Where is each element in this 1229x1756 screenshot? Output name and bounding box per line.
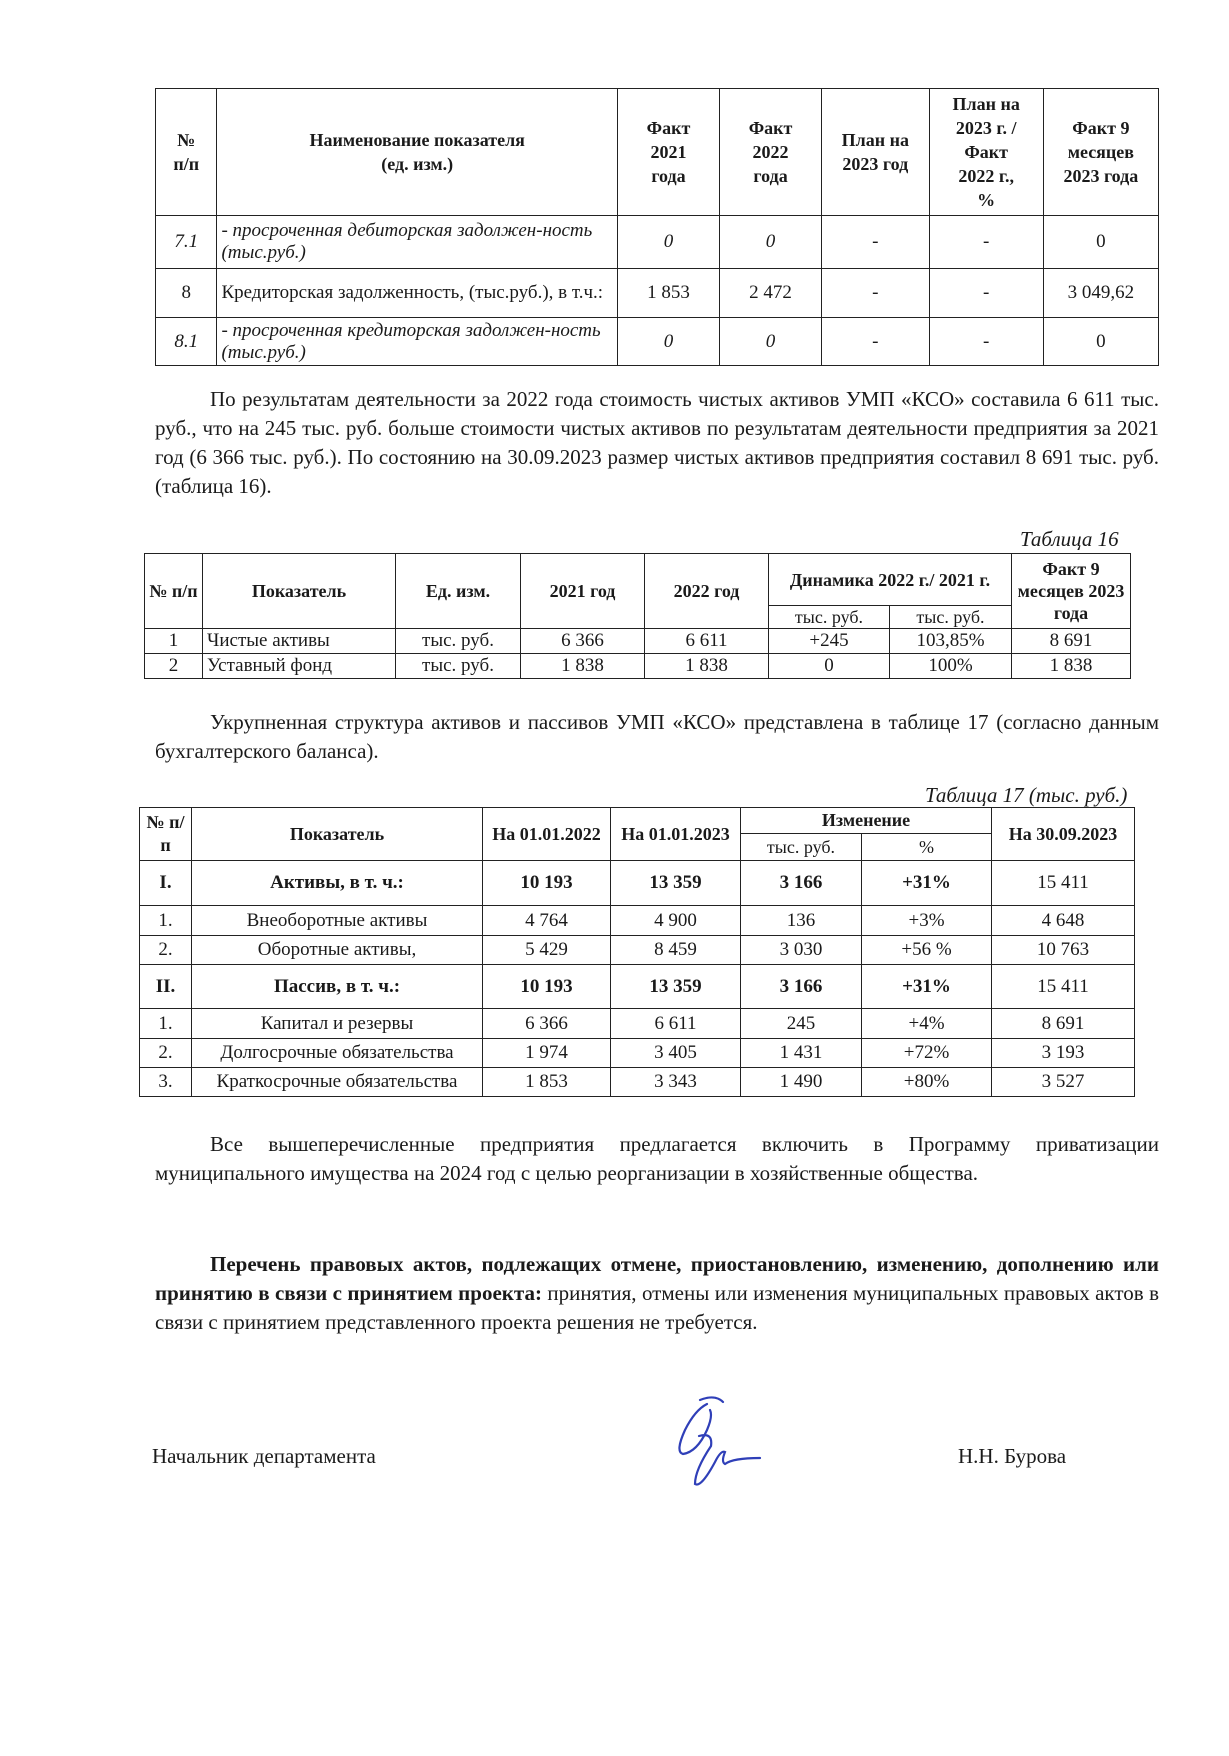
cell-2022: 1 974 xyxy=(483,1039,611,1068)
cell-2023: 6 611 xyxy=(611,1009,741,1039)
header-2022: 2022 год xyxy=(645,554,769,629)
row-indicator: Долгосрочные обязательства xyxy=(192,1039,483,1068)
paragraph-net-assets: По результатам деятельности за 2022 года стоимость чистых активов УМП «КСО» составила 6 611 тыс. руб., что на 245 тыс. руб. больше стоимости чистых активов по результатам деятельности предприятия за 2021 год (6 366 тыс. руб.). По состоянию на 30.09.2023 размер чистых активов предприятия составил 8 691 тыс. руб. (таблица 16). xyxy=(155,387,1159,498)
cell-fact-2021: 0 xyxy=(617,216,719,269)
cell-dyn-pct: 103,85% xyxy=(890,629,1012,654)
table-row xyxy=(156,216,1159,269)
cell-dyn-abs: +245 xyxy=(769,629,890,654)
header-num: № п/п xyxy=(156,89,217,216)
row-num: 2. xyxy=(140,936,192,965)
table-row xyxy=(156,269,1159,318)
cell-2023: 8 459 xyxy=(611,936,741,965)
row-name: - просроченная дебиторская задолжен-ность (тыс.руб.) xyxy=(217,216,618,269)
header-date-2022: На 01.01.2022 xyxy=(483,808,611,861)
cell-change-abs: 3 166 xyxy=(741,861,862,906)
row-num: II. xyxy=(140,965,192,1009)
paragraph-structure: Укрупненная структура активов и пассивов УМП «КСО» представлена в таблице 17 (согласно данным бухгалтерского баланса). xyxy=(155,710,1159,763)
header-fact-2021: Факт 2021 года xyxy=(617,89,719,216)
cell-2022: 1 838 xyxy=(645,654,769,679)
cell-plan: - xyxy=(822,318,930,366)
cell-change-abs: 136 xyxy=(741,906,862,936)
header-name: Наименование показателя (ед. изм.) xyxy=(217,89,618,216)
indicators-table xyxy=(155,88,1159,366)
cell-ratio: - xyxy=(929,318,1043,366)
cell-change-abs: 1 490 xyxy=(741,1068,862,1097)
row-num: 8 xyxy=(156,269,217,318)
cell-change-pct: +80% xyxy=(862,1068,992,1097)
cell-plan: - xyxy=(822,269,930,318)
header-fact-2022: Факт 2022 года xyxy=(720,89,822,216)
cell-fact-2022: 2 472 xyxy=(720,269,822,318)
cell-2022: 4 764 xyxy=(483,906,611,936)
cell-2023: 4 900 xyxy=(611,906,741,936)
cell-change-abs: 3 166 xyxy=(741,965,862,1009)
row-num: 2 xyxy=(145,654,203,679)
table17-caption: Таблица 17 (тыс. руб.) xyxy=(925,783,1128,807)
cell-fact-2022: 0 xyxy=(720,216,822,269)
cell-0930: 10 763 xyxy=(992,936,1135,965)
row-indicator: Пассив, в т. ч.: xyxy=(192,965,483,1009)
legal-acts-heading: Перечень правовых актов, подлежащих отмене, приостановлению, изменению, дополнению или принятию в связи с принятием проекта: xyxy=(155,1252,1159,1305)
header-fact-9-months: Факт 9 месяцев 2023 года xyxy=(1043,89,1158,216)
row-name: Кредиторская задолженность, (тыс.руб.), в т.ч.: xyxy=(217,269,618,318)
signatory-name: Н.Н. Бурова xyxy=(958,1444,1067,1468)
cell-2022: 5 429 xyxy=(483,936,611,965)
cell-change-abs: 245 xyxy=(741,1009,862,1039)
cell-change-pct: +3% xyxy=(862,906,992,936)
cell-2023: 13 359 xyxy=(611,861,741,906)
row-indicator: Оборотные активы, xyxy=(192,936,483,965)
row-num: 1. xyxy=(140,906,192,936)
row-num: I. xyxy=(140,861,192,906)
cell-change-pct: +31% xyxy=(862,965,992,1009)
table-row xyxy=(140,861,1135,906)
paragraph-legal-acts xyxy=(155,1250,1159,1337)
row-indicator: Активы, в т. ч.: xyxy=(192,861,483,906)
header-num: № п/п xyxy=(140,808,192,861)
header-fact-9-months: Факт 9 месяцев 2023 года xyxy=(1012,554,1131,629)
row-indicator: Уставный фонд xyxy=(203,654,396,679)
signatory-title: Начальник департамента xyxy=(152,1444,376,1468)
table16-caption: Таблица 16 xyxy=(1020,527,1119,551)
cell-2023: 3 405 xyxy=(611,1039,741,1068)
row-unit: тыс. руб. xyxy=(396,629,521,654)
cell-fact-2021: 0 xyxy=(617,318,719,366)
signature-icon xyxy=(655,1392,765,1492)
header-dynamics: Динамика 2022 г./ 2021 г. xyxy=(769,554,1012,606)
cell-ratio: - xyxy=(929,269,1043,318)
header-date-0930: На 30.09.2023 xyxy=(992,808,1135,861)
row-name: - просроченная кредиторская задолжен-ность (тыс.руб.) xyxy=(217,318,618,366)
row-indicator: Внеоборотные активы xyxy=(192,906,483,936)
header-2021: 2021 год xyxy=(521,554,645,629)
cell-dyn-pct: 100% xyxy=(890,654,1012,679)
cell-fact-2021: 1 853 xyxy=(617,269,719,318)
row-indicator: Капитал и резервы xyxy=(192,1009,483,1039)
table-row xyxy=(156,318,1159,366)
row-num: 2. xyxy=(140,1039,192,1068)
row-num: 3. xyxy=(140,1068,192,1097)
cell-0930: 15 411 xyxy=(992,965,1135,1009)
cell-change-abs: 1 431 xyxy=(741,1039,862,1068)
header-plan-fact-ratio: План на 2023 г. / Факт 2022 г., % xyxy=(929,89,1043,216)
table-row xyxy=(140,965,1135,1009)
table-row xyxy=(140,936,1135,965)
cell-change-pct: +72% xyxy=(862,1039,992,1068)
cell-fact-9: 1 838 xyxy=(1012,654,1131,679)
header-unit: Ед. изм. xyxy=(396,554,521,629)
cell-dyn-abs: 0 xyxy=(769,654,890,679)
table-row xyxy=(140,1039,1135,1068)
cell-fact-9: 0 xyxy=(1043,216,1158,269)
paragraph-privatization: Все вышеперечисленные предприятия предлагается включить в Программу приватизации муниципального имущества на 2024 год с целью реорганизации в хозяйственные общества. xyxy=(155,1132,1159,1185)
cell-0930: 8 691 xyxy=(992,1009,1135,1039)
cell-ratio: - xyxy=(929,216,1043,269)
cell-fact-9: 0 xyxy=(1043,318,1158,366)
row-num: 7.1 xyxy=(156,216,217,269)
header-change: Изменение xyxy=(741,808,992,834)
cell-0930: 3 527 xyxy=(992,1068,1135,1097)
cell-fact-9: 8 691 xyxy=(1012,629,1131,654)
header-change-abs: тыс. руб. xyxy=(741,834,862,861)
cell-0930: 15 411 xyxy=(992,861,1135,906)
row-indicator: Чистые активы xyxy=(203,629,396,654)
cell-2022: 6 366 xyxy=(483,1009,611,1039)
header-dynamics-abs: тыс. руб. xyxy=(769,606,890,629)
cell-0930: 4 648 xyxy=(992,906,1135,936)
cell-change-abs: 3 030 xyxy=(741,936,862,965)
cell-change-pct: +31% xyxy=(862,861,992,906)
header-indicator: Показатель xyxy=(203,554,396,629)
cell-fact-9: 3 049,62 xyxy=(1043,269,1158,318)
row-num: 1 xyxy=(145,629,203,654)
header-dynamics-pct: тыс. руб. xyxy=(890,606,1012,629)
header-date-2023: На 01.01.2023 xyxy=(611,808,741,861)
cell-2021: 6 366 xyxy=(521,629,645,654)
cell-2022: 10 193 xyxy=(483,965,611,1009)
row-indicator: Краткосрочные обязательства xyxy=(192,1068,483,1097)
cell-2023: 3 343 xyxy=(611,1068,741,1097)
header-plan-2023: План на 2023 год xyxy=(822,89,930,216)
cell-change-pct: +4% xyxy=(862,1009,992,1039)
cell-2023: 13 359 xyxy=(611,965,741,1009)
net-assets-table xyxy=(144,553,1131,679)
table-row xyxy=(140,1009,1135,1039)
cell-fact-2022: 0 xyxy=(720,318,822,366)
row-num: 1. xyxy=(140,1009,192,1039)
header-change-pct: % xyxy=(862,834,992,861)
table-row xyxy=(140,906,1135,936)
legal-acts-text: принятия, отмены или изменения муниципальных правовых актов в связи с принятием представленного проекта решения не требуется. xyxy=(155,1281,1159,1334)
cell-2021: 1 838 xyxy=(521,654,645,679)
header-indicator: Показатель xyxy=(192,808,483,861)
table-row xyxy=(140,1068,1135,1097)
header-num: № п/п xyxy=(145,554,203,629)
table-row xyxy=(145,629,1131,654)
cell-2022: 1 853 xyxy=(483,1068,611,1097)
cell-plan: - xyxy=(822,216,930,269)
cell-2022: 10 193 xyxy=(483,861,611,906)
cell-2022: 6 611 xyxy=(645,629,769,654)
balance-structure-table xyxy=(139,807,1135,1097)
table-header-row xyxy=(156,89,1159,216)
cell-0930: 3 193 xyxy=(992,1039,1135,1068)
table-row xyxy=(145,654,1131,679)
row-unit: тыс. руб. xyxy=(396,654,521,679)
row-num: 8.1 xyxy=(156,318,217,366)
cell-change-pct: +56 % xyxy=(862,936,992,965)
